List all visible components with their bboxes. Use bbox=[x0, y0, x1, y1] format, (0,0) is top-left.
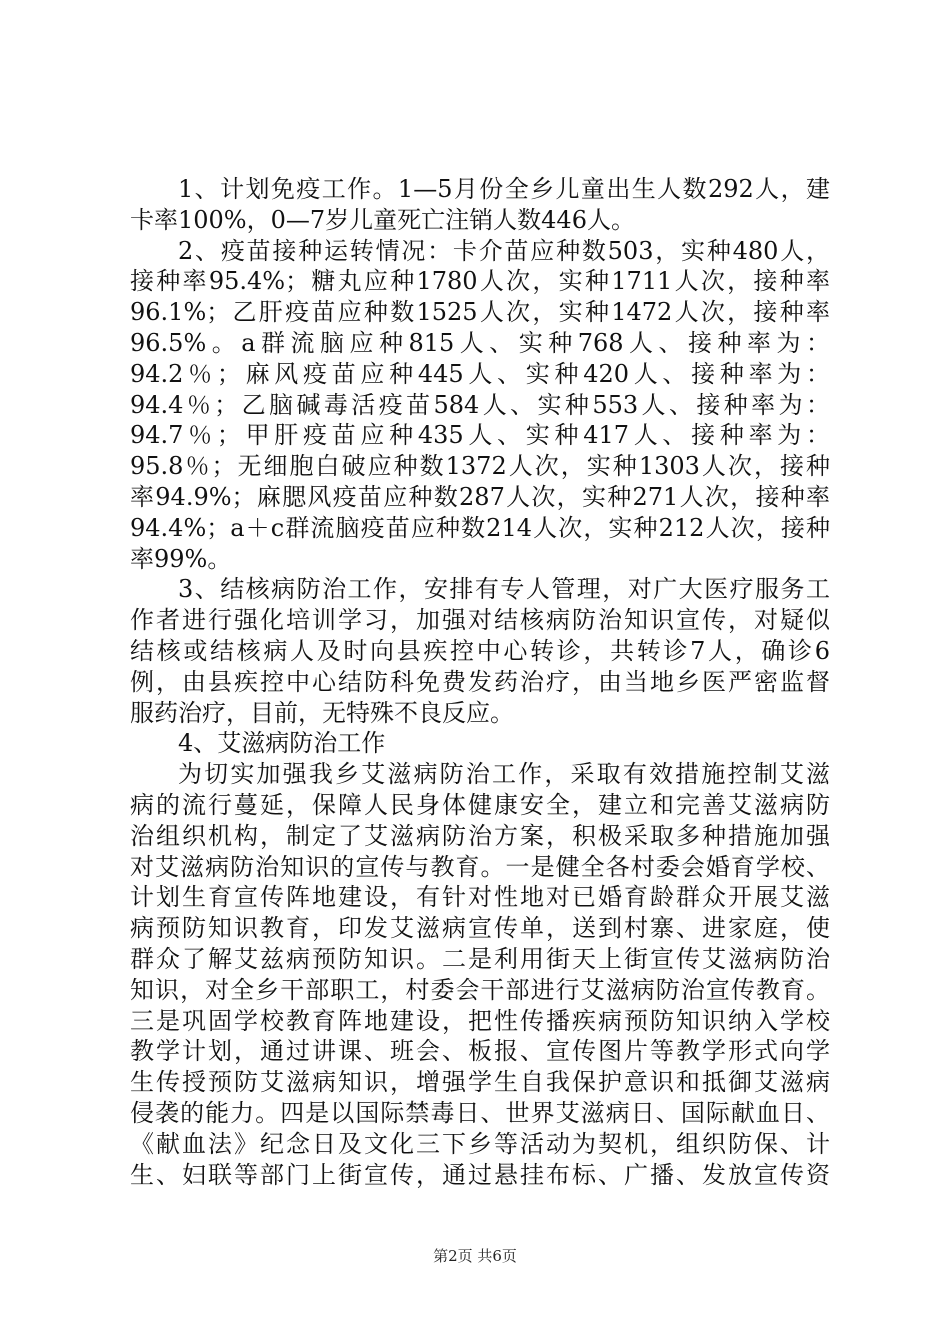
text-line: 率94.9%；麻腮风疫苗应种数287人次，实种271人次，接种率 bbox=[130, 482, 830, 511]
text-line: 96.5%。a群流脑应种815人、实种768人、接种率为： bbox=[130, 328, 830, 357]
text-line: 94.2％；麻风疫苗应种445人、实种420人、接种率为： bbox=[130, 359, 830, 388]
text-line: 生传授预防艾滋病知识，增强学生自我保护意识和抵御艾滋病 bbox=[130, 1068, 830, 1097]
text-line: 知识，对全乡干部职工，村委会干部进行艾滋病防治宣传教育。 bbox=[130, 975, 830, 1004]
text-line: 卡率100%，0—7岁儿童死亡注销人数446人。 bbox=[130, 205, 635, 234]
text-line: 侵袭的能力。四是以国际禁毒日、世界艾滋病日、国际献血日、 bbox=[130, 1098, 830, 1127]
text-line: 例，由县疾控中心结防科免费发药治疗，由当地乡医严密监督 bbox=[130, 667, 830, 696]
text-line: 对艾滋病防治知识的宣传与教育。一是健全各村委会婚育学校、 bbox=[130, 852, 830, 881]
text-line: 服药治疗，目前，无特殊不良反应。 bbox=[130, 698, 514, 727]
text-line: 3、结核病防治工作，安排有专人管理，对广大医疗服务工 bbox=[178, 575, 830, 604]
text-line: 为切实加强我乡艾滋病防治工作，采取有效措施控制艾滋 bbox=[178, 760, 830, 789]
text-line: 三是巩固学校教育阵地建设，把性传播疾病预防知识纳入学校 bbox=[130, 1006, 830, 1035]
text-line: 94.7％；甲肝疫苗应种435人、实种417人、接种率为： bbox=[130, 421, 830, 450]
text-line: 病的流行蔓延，保障人民身体健康安全，建立和完善艾滋病防 bbox=[130, 790, 830, 819]
text-line: 94.4％；乙脑碱毒活疫苗584人、实种553人、接种率为： bbox=[130, 390, 830, 419]
text-line: 95.8％；无细胞白破应种数1372人次，实种1303人次，接种 bbox=[130, 452, 830, 481]
text-line: 1、计划免疫工作。1—5月份全乡儿童出生人数292人，建 bbox=[178, 175, 830, 203]
text-line: 4、艾滋病防治工作 bbox=[178, 729, 386, 758]
text-line: 《献血法》纪念日及文化三下乡等活动为契机，组织防保、计 bbox=[130, 1129, 830, 1158]
text-line: 96.1%；乙肝疫苗应种数1525人次，实种1472人次，接种率 bbox=[130, 298, 830, 327]
text-line: 结核或结核病人及时向县疾控中心转诊，共转诊7人，确诊6 bbox=[130, 636, 830, 665]
text-line: 群众了解艾兹病预防知识。二是利用街天上街宣传艾滋病防治 bbox=[130, 944, 830, 973]
text-line: 2、疫苗接种运转情况：卡介苗应种数503，实种480人， bbox=[178, 236, 830, 265]
page-footer: 第2页 共6页 bbox=[433, 1247, 517, 1265]
text-line: 接种率95.4%；糖丸应种1780人次，实种1711人次，接种率 bbox=[130, 267, 830, 296]
text-line: 率99%。 bbox=[130, 544, 232, 573]
text-line: 病预防知识教育，印发艾滋病宣传单，送到村寨、进家庭，使 bbox=[130, 914, 830, 943]
text-line: 教学计划，通过讲课、班会、板报、宣传图片等教学形式向学 bbox=[130, 1037, 830, 1066]
text-line: 94.4%；a＋c群流脑疫苗应种数214人次，实种212人次，接种 bbox=[130, 513, 830, 542]
document-body bbox=[130, 174, 830, 1190]
text-line: 作者进行强化培训学习，加强对结核病防治知识宣传，对疑似 bbox=[130, 606, 830, 635]
text-line: 治组织机构，制定了艾滋病防治方案，积极采取多种措施加强 bbox=[130, 821, 830, 850]
text-line: 生、妇联等部门上街宣传，通过悬挂布标、广播、发放宣传资 bbox=[130, 1160, 830, 1189]
text-line: 计划生育宣传阵地建设，有针对性地对已婚育龄群众开展艾滋 bbox=[130, 883, 830, 912]
